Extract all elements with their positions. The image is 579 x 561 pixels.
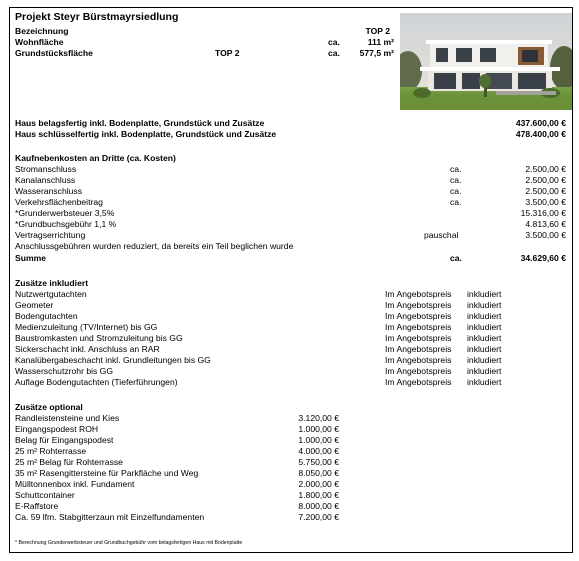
list-item-preis: Im Angebotspreis [385, 333, 452, 343]
price-belagsfertig-value: 437.600,00 € [515, 118, 566, 128]
list-item-value: 1.000,00 € [298, 435, 339, 445]
list-item-status: inkludiert [467, 311, 502, 321]
list-item-value: 2.000,00 € [298, 479, 339, 489]
footnote: * Berechnung Grunderwerbsteuer und Grundbuchgebühr vom belagsfertigen Haus mit Bodenplatte [15, 540, 243, 546]
list-item-label: Nutzwertgutachten [15, 289, 87, 299]
list-item-value: 8.050,00 € [298, 468, 339, 478]
list-item-value: 2.500,00 € [525, 175, 566, 185]
list-item-preis: Im Angebotspreis [385, 377, 452, 387]
list-item-label: 25 m² Rohterrasse [15, 446, 87, 456]
list-item-value: 3.500,00 € [525, 197, 566, 207]
list-item-value: 15.316,00 € [520, 208, 566, 218]
list-item-value: 3.500,00 € [525, 230, 566, 240]
list-item-label: Wasserschutzrohr bis GG [15, 366, 114, 376]
list-item-status: inkludiert [467, 355, 502, 365]
list-item-value: 1.000,00 € [298, 424, 339, 434]
list-item-status: inkludiert [467, 300, 502, 310]
list-item-label: *Grundbuchsgebühr 1,1 % [15, 219, 117, 229]
list-item-label: 25 m² Belag für Rohterrasse [15, 457, 123, 467]
list-item-preis: Im Angebotspreis [385, 300, 452, 310]
summe-note: ca. [450, 253, 462, 263]
list-item-status: inkludiert [467, 333, 502, 343]
list-item-note: ca. [450, 186, 462, 196]
grundstueck-label: Grundstücksfläche [15, 48, 93, 58]
list-item-note-text: Anschlussgebühren wurden reduziert, da bereits ein Teil beglichen wurde [15, 241, 294, 251]
summe-label: Summe [15, 253, 47, 263]
list-item-label: Wasseranschluss [15, 186, 83, 196]
list-item-label: Bodengutachten [15, 311, 78, 321]
list-item-label: Medienzuleitung (TV/Internet) bis GG [15, 322, 158, 332]
list-item-preis: Im Angebotspreis [385, 311, 452, 321]
price-belagsfertig-label: Haus belagsfertig inkl. Bodenplatte, Grundstück und Zusätze [15, 118, 265, 128]
zusaetze-inkludiert-heading: Zusätze inkludiert [15, 278, 89, 288]
list-item-note: ca. [450, 175, 462, 185]
list-item-preis: Im Angebotspreis [385, 322, 452, 332]
zusaetze-optional-heading: Zusätze optional [15, 402, 83, 412]
grundstueck-ca: ca. [328, 48, 340, 58]
list-item-label: 35 m² Rasengittersteine für Parkfläche und Weg [15, 468, 199, 478]
price-schluesselfertig-value: 478.400,00 € [515, 129, 566, 139]
list-item-status: inkludiert [467, 377, 502, 387]
list-item-label: Randleistensteine und Kies [15, 413, 120, 423]
list-item-value: 4.000,00 € [298, 446, 339, 456]
list-item-label: Ca. 59 lfm. Stabgitterzaun mit Einzelfundamenten [15, 512, 205, 522]
price-schluesselfertig-label: Haus schlüsselfertig inkl. Bodenplatte, Grundstück und Zusätze [15, 129, 277, 139]
house-image [400, 13, 572, 110]
list-item-label: Geometer [15, 300, 54, 310]
list-item-label: Verkehrsflächenbeitrag [15, 197, 103, 207]
grundstueck-top: TOP 2 [215, 48, 240, 58]
list-item-value: 2.500,00 € [525, 164, 566, 174]
list-item-note: pauschal [424, 230, 459, 240]
list-item-label: Mülltonnenbox inkl. Fundament [15, 479, 135, 489]
list-item-value: 8.000,00 € [298, 501, 339, 511]
list-item-preis: Im Angebotspreis [385, 344, 452, 354]
list-item-status: inkludiert [467, 366, 502, 376]
list-item-note: ca. [450, 164, 462, 174]
list-item-label: Auflage Bodengutachten (Tieferführungen) [15, 377, 178, 387]
list-item-label: Stromanschluss [15, 164, 77, 174]
list-item-label: *Grunderwerbsteuer 3,5% [15, 208, 115, 218]
list-item-status: inkludiert [467, 344, 502, 354]
summe-value: 34.629,60 € [520, 253, 566, 263]
wohnflaeche-label: Wohnfläche [15, 37, 64, 47]
list-item-value: 3.120,00 € [298, 413, 339, 423]
bezeichnung-label: Bezeichnung [15, 26, 69, 36]
list-item-label: Belag für Eingangspodest [15, 435, 114, 445]
wohnflaeche-value: 111 m² [367, 37, 394, 47]
list-item-value: 5.750,00 € [298, 457, 339, 467]
wohnflaeche-ca: ca. [328, 37, 340, 47]
list-item-label: Kanalanschluss [15, 175, 76, 185]
list-item-label: E-Raffstore [15, 501, 59, 511]
list-item-label: Baustromkasten und Stromzuleitung bis GG [15, 333, 183, 343]
page-title: Projekt Steyr Bürstmayrsiedlung [15, 11, 179, 23]
list-item-value: 7.200,00 € [298, 512, 339, 522]
list-item-value: 2.500,00 € [525, 186, 566, 196]
list-item-status: inkludiert [467, 289, 502, 299]
grundstueck-value: 577,5 m² [359, 48, 394, 58]
list-item-label: Eingangspodest ROH [15, 424, 99, 434]
list-item-preis: Im Angebotspreis [385, 289, 452, 299]
list-item-label: Schuttcontainer [15, 490, 75, 500]
list-item-preis: Im Angebotspreis [385, 366, 452, 376]
list-item-label: Sickerschacht inkl. Anschluss an RAR [15, 344, 160, 354]
bezeichnung-value: TOP 2 [365, 26, 390, 36]
list-item-note: ca. [450, 197, 462, 207]
list-item-value: 1.800,00 € [298, 490, 339, 500]
kaufnebenkosten-heading: Kaufnebenkosten an Dritte (ca. Kosten) [15, 153, 176, 163]
list-item-status: inkludiert [467, 322, 502, 332]
list-item-preis: Im Angebotspreis [385, 355, 452, 365]
list-item-label: Vertragserrichtung [15, 230, 86, 240]
list-item-value: 4.813,60 € [525, 219, 566, 229]
list-item-label: Kanalübergabeschacht inkl. Grundleitungen bis GG [15, 355, 211, 365]
